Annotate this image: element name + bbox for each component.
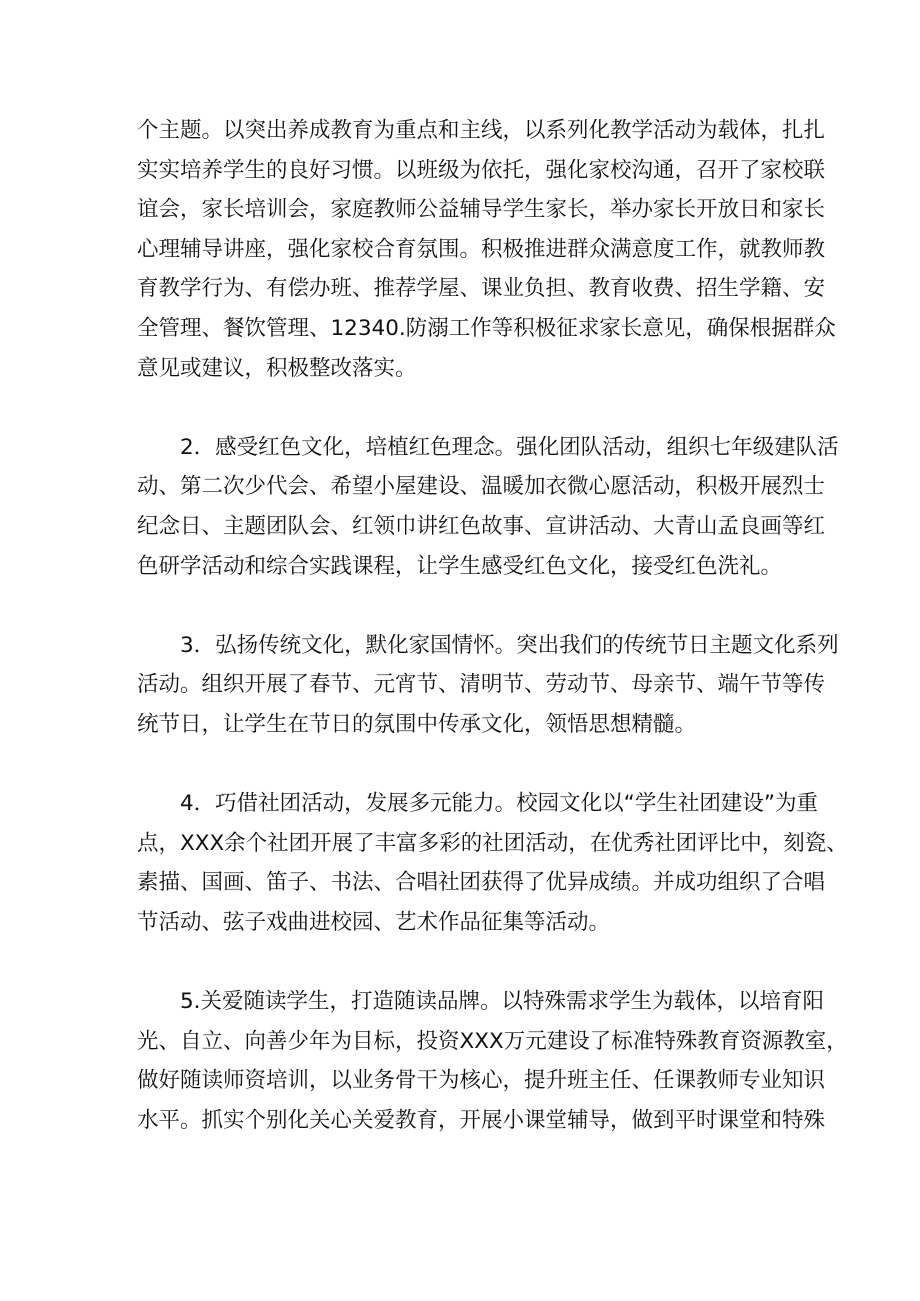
text-line: 心理辅导讲座，强化家校合育氛围。积极推进群众满意度工作，就教师教 xyxy=(137,236,826,262)
text-line: 谊会，家长培训会，家庭教师公益辅导学生家长，举办家长开放日和家长 xyxy=(137,197,826,223)
text-line: 做好随读师资培训，以业务骨干为核心，提升班主任、任课教师专业知识 xyxy=(137,1068,826,1094)
text-line: 动、第二次少代会、希望小屋建设、温暖加衣微心愿活动，积极开展烈士 xyxy=(137,474,826,500)
text-line: 素描、国画、笛子、书法、合唱社团获得了优异成绩。并成功组织了合唱 xyxy=(137,870,826,896)
text-line: 个主题。以突出养成教育为重点和主线，以系列化教学活动为载体，扎扎 xyxy=(137,118,826,143)
text-line: 4．巧借社团活动，发展多元能力。校园文化以“学生社团建设”为重 xyxy=(180,791,818,817)
paragraph-spacer xyxy=(137,586,785,626)
text-line: 育教学行为、有偿办班、推荐学屋、课业负担、教育收费、招生学籍、安 xyxy=(137,276,826,302)
text-line: 意见或建议，积极整改落实。 xyxy=(137,355,417,381)
paragraph-intro-continuation xyxy=(137,111,836,388)
paragraph-club-activities xyxy=(137,784,848,942)
paragraph-spacer xyxy=(137,745,785,785)
paragraph-traditional-culture xyxy=(137,626,839,745)
text-line: 全管理、餐饮管理、12340.防溺工作等积极征求家长意见，确保根据群众 xyxy=(137,315,836,341)
text-line: 5.关爱随读学生，打造随读品牌。以特殊需求学生为载体，以培育阳 xyxy=(180,989,825,1015)
text-line: 实实培养学生的良好习惯。以班级为依托，强化家校沟通，召开了家校联 xyxy=(137,157,826,183)
paragraph-spacer xyxy=(137,388,785,428)
paragraph-spacer xyxy=(137,942,785,982)
text-line: 统节日，让学生在节日的氛围中传承文化，领悟思想精髓。 xyxy=(137,711,697,737)
text-line: 色研学活动和综合实践课程，让学生感受红色文化，接受红色洗礼。 xyxy=(137,553,783,579)
paragraph-inclusive-education xyxy=(137,982,848,1140)
text-line: 活动。组织开展了春节、元宵节、清明节、劳动节、母亲节、端午节等传 xyxy=(137,672,826,698)
paragraph-red-culture xyxy=(137,428,839,586)
text-line: 光、自立、向善少年为目标，投资XXX万元建设了标准特殊教育资源教室， xyxy=(137,1028,848,1054)
text-line: 2．感受红色文化，培植红色理念。强化团队活动，组织七年级建队活 xyxy=(180,434,839,460)
text-line: 水平。抓实个别化关心关爱教育，开展小课堂辅导，做到平时课堂和特殊 xyxy=(137,1107,826,1133)
document-body xyxy=(137,111,848,1140)
text-line: 点，XXX余个社团开展了丰富多彩的社团活动，在优秀社团评比中，刻瓷、 xyxy=(137,830,848,856)
text-line: 纪念日、主题团队会、红领巾讲红色故事、宣讲活动、大青山孟良画等红 xyxy=(137,513,826,539)
text-line: 节活动、弦子戏曲进校园、艺术作品征集等活动。 xyxy=(137,909,611,935)
text-line: 3．弘扬传统文化，默化家国情怀。突出我们的传统节日主题文化系列 xyxy=(180,632,839,658)
